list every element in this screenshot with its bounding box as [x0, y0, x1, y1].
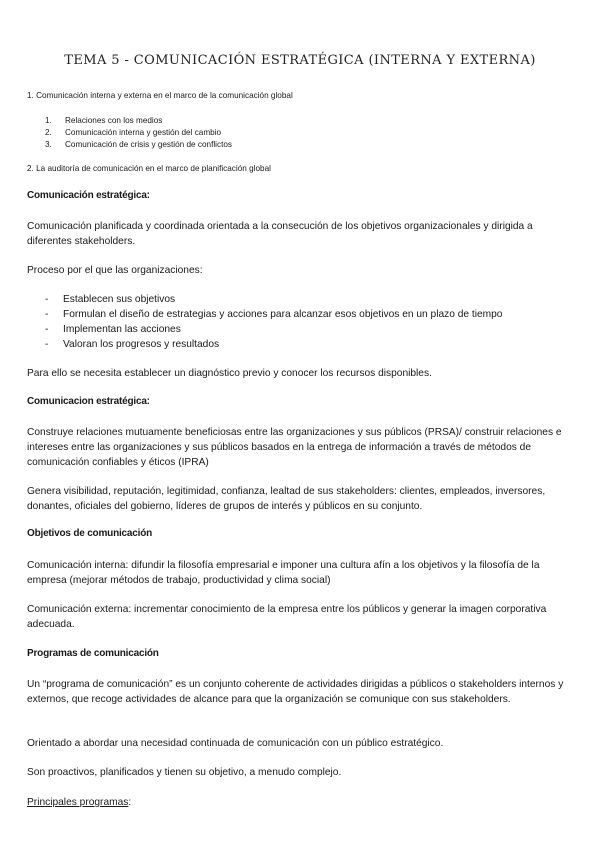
paragraph: Comunicación interna: difundir la filosofía empresarial e imponer una cultura afín a los objetivos y la filosofía de la empresa (mejorar métodos de trabajo, productividad y clima social) — [27, 560, 540, 586]
bullet-list — [45, 292, 502, 352]
index-subitem-text: Comunicación de crisis y gestión de conflictos — [65, 140, 233, 149]
index-subitem-number: 2. — [45, 128, 52, 137]
underlined-label: Principales programas — [27, 797, 129, 808]
index-subitem — [45, 115, 162, 127]
paragraph: Genera visibilidad, reputación, legitimidad, confianza, lealtad de sus stakeholders: clientes, empleados, inversores, donantes, oficiales del gobierno, líderes de grupos de interés y públicos en su conjunto. — [27, 486, 546, 512]
paragraph: Construye relaciones mutuamente beneficiosas entre las organizaciones y sus públicos (PRSA)/ construir relaciones e intereses entre las organizaciones y sus públicos basados en la entrega de información a través de métodos de comunicación confiables y éticos (IPRA) — [27, 427, 562, 468]
index-subitem-number: 1. — [45, 116, 52, 125]
section-heading: Comunicacion estratégica: — [27, 396, 150, 407]
index-subitem-text: Relaciones con los medios — [65, 116, 163, 125]
paragraph: Un “programa de comunicación” es un conjunto coherente de actividades dirigidas a públicos o stakeholders internos y externos, que recoge actividades de alcance para que la organización se comunique con sus stakeholders. — [27, 679, 564, 705]
paragraph: Comunicación planificada y coordinada orientada a la consecución de los objetivos organizacionales y dirigida a diferentes stakeholders. — [27, 221, 533, 247]
list-item: - Valoran los progresos y resultados — [45, 339, 220, 350]
index-subitem — [45, 127, 221, 139]
index-subitem-text: Comunicación interna y gestión del cambio — [65, 128, 222, 137]
list-item: - Establecen sus objetivos — [45, 294, 176, 305]
section-heading: Programas de comunicación — [27, 648, 159, 659]
index-item-2: 2. La auditoría de comunicación en el marco de planificación global — [27, 164, 271, 173]
list-item: - Formulan el diseño de estrategias y acciones para alcanzar esos objetivos en un plazo de tiempo — [45, 309, 503, 320]
index-subitem-number: 3. — [45, 140, 52, 149]
index-item-1: 1. Comunicación interna y externa en el marco de la comunicación global — [27, 91, 293, 100]
section-heading: Comunicación estratégica: — [27, 190, 150, 201]
paragraph: Son proactivos, planificados y tienen su objetivo, a menudo complejo. — [27, 767, 342, 778]
page-title: TEMA 5 - COMUNICACIÓN ESTRATÉGICA (INTERNA Y EXTERNA) — [64, 53, 536, 68]
section-heading: Objetivos de comunicación — [27, 528, 153, 539]
paragraph: Principales programas: — [27, 797, 132, 808]
list-item: - Implementan las acciones — [45, 324, 181, 335]
index-subitem — [45, 139, 232, 151]
paragraph: Orientado a abordar una necesidad continuada de comunicación con un público estratégico. — [27, 738, 444, 749]
paragraph: Proceso por el que las organizaciones: — [27, 265, 203, 276]
paragraph: Para ello se necesita establecer un diagnóstico previo y conocer los recursos disponibles. — [27, 368, 432, 379]
paragraph: Comunicación externa: incrementar conocimiento de la empresa entre los públicos y generar la imagen corporativa adecuada. — [27, 604, 547, 630]
